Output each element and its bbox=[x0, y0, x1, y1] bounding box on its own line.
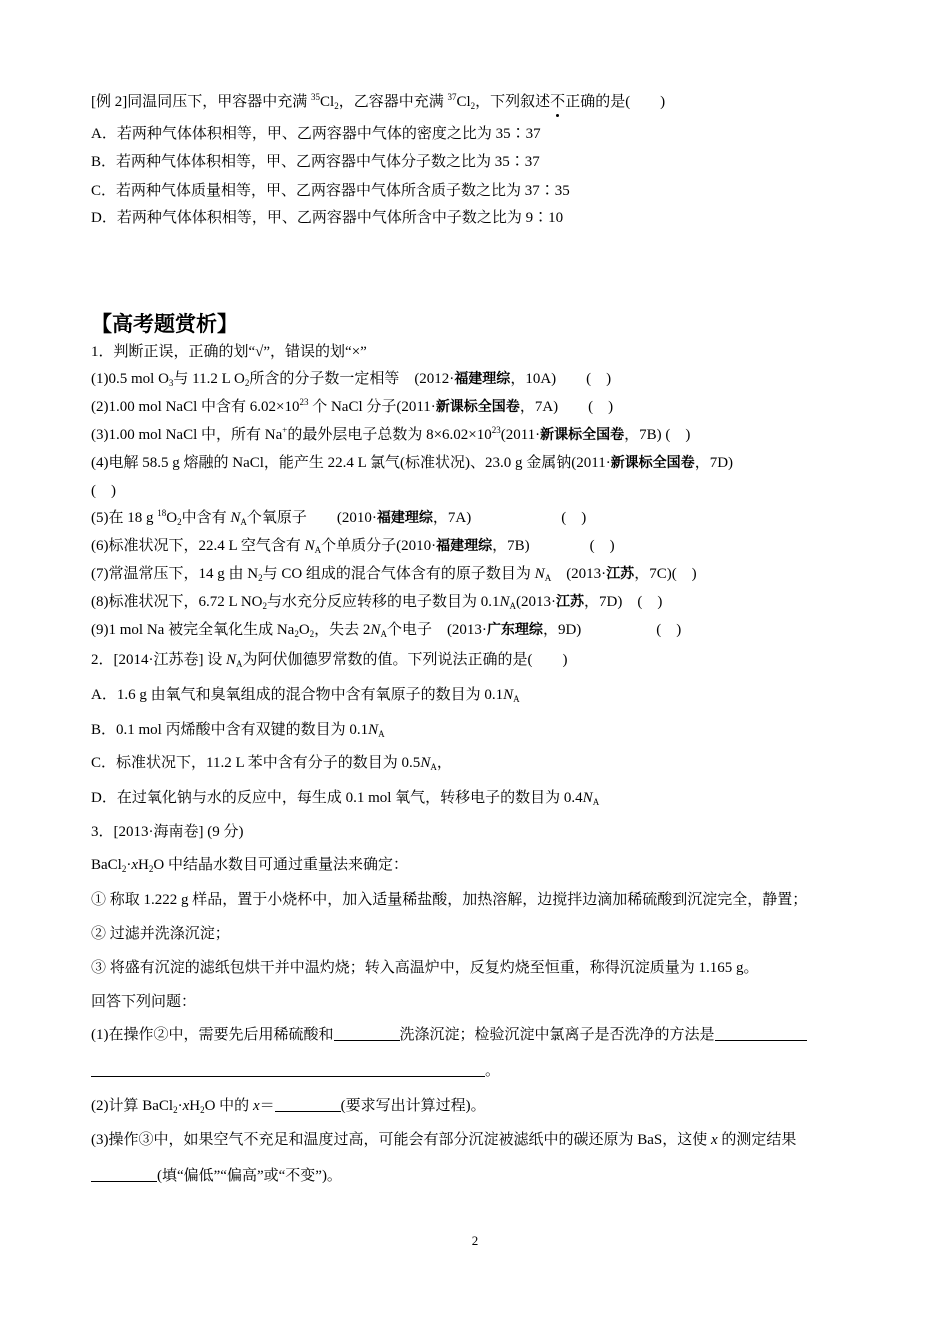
q3-ask: 回答下列问题： bbox=[91, 994, 197, 1010]
q1-item-9: (9)1 mol Na 被完全氧化生成 $Na_2O_2$，失去 $2N_A$个电子 (2013·广东理综，9D) ( ) bbox=[91, 622, 682, 639]
q3-intro: $BaCl_2\cdot xH_2O$ 中结晶水数目可通过重量法来确定： bbox=[91, 857, 408, 874]
answer-blank bbox=[334, 1026, 400, 1041]
q1-item-7: (7)常温常压下，14 g 由 $N_2$与 CO 组成的混合气体含有的原子数目为 $N_A$ (2013·江苏，7C)( ) bbox=[91, 566, 697, 583]
q3-head: 3．[2013·海南卷] (9 分) bbox=[91, 824, 244, 840]
q2-stem: 2．[2014·江苏卷] 设 $N_A$为阿伏伽德罗常数的值。下列说法正确的是( ) bbox=[91, 652, 568, 669]
q3-part-2: (2)计算 $BaCl_2\cdot xH_2O$ 中的 x＝ (要求写出计算过程)。 bbox=[91, 1098, 486, 1115]
answer-blank bbox=[715, 1026, 807, 1041]
q3-part-3-cont: (填“偏低”“偏高”或“不变”)。 bbox=[91, 1166, 342, 1186]
example-tag: [例 2] bbox=[91, 94, 128, 110]
q3-step-1: ① 称取 1.222 g 样品，置于小烧杯中，加入适量稀盐酸，加热溶解，边搅拌边滴加稀硫酸到沉淀完全，静置； bbox=[91, 892, 808, 908]
q3-step-3: ③ 将盛有沉淀的滤纸包烘干并中温灼烧；转入高温炉中，反复灼烧至恒重，称得沉淀质量为 1.165 g。 bbox=[91, 960, 759, 976]
q1-item-4: (4)电解 58.5 g 熔融的 NaCl，能产生 22.4 L 氯气(标准状况)、23.0 g 金属钠(2011·新课标全国卷，7D) bbox=[91, 455, 734, 471]
q1-item-8: (8)标准状况下，6.72 L $NO_2$与水充分反应转移的电子数目为 $0.1N_A(2013\cdot$江苏，7D) ( ) bbox=[91, 594, 663, 611]
q1-item-4-bracket: ( ) bbox=[91, 483, 116, 499]
q3-part-3: (3)操作③中，如果空气不充足和温度过高，可能会有部分沉淀被滤纸中的碳还原为 BaS，这使 x 的测定结果 bbox=[91, 1132, 797, 1148]
q2-option-c: C．标准状况下，11.2 L 苯中含有分子的数目为 $0.5N_A$， bbox=[91, 755, 452, 772]
q1-item-3: (3)1.00 mol NaCl 中，所有 Na+的最外层电子总数为 $8\times 6.02\times 10^{23}(2011\cdot$新课标全国卷，7B) ( ) bbox=[91, 425, 691, 443]
q1-item-6: (6)标准状况下，22.4 L 空气含有 $N_A$个单质分子(2010·福建理综，7B) ( ) bbox=[91, 538, 615, 555]
q3-part-1-cont: 。 bbox=[91, 1061, 500, 1081]
q1-item-2: (2)1.00 mol NaCl 中含有 $6.02\times 10^{23}$ 个 NaCl 分子(2011·新课标全国卷，7A) ( ) bbox=[91, 397, 614, 415]
section-title: 【高考题赏析】 bbox=[91, 312, 238, 336]
example2-option-a: A．若两种气体体积相等，甲、乙两容器中气体的密度之比为 35∶37 bbox=[91, 126, 541, 142]
example2-option-d: D．若两种气体体积相等，甲、乙两容器中气体所含中子数之比为 9∶10 bbox=[91, 210, 564, 226]
answer-blank bbox=[91, 1167, 157, 1182]
q1-intro: 1．判断正误，正确的划“√”，错误的划“×” bbox=[91, 344, 367, 360]
answer-blank bbox=[275, 1097, 341, 1112]
page-number: 2 bbox=[471, 1233, 479, 1248]
example2-stem: [例 2]同温同压下，甲容器中充满 $^{35}Cl_2$，乙容器中充满 $^{37}Cl_2$，下列叙述不正确的是( ) bbox=[91, 92, 666, 111]
q1-item-5: (5)在 18 g $^{18}O_2$中含有 $N_A$个氧原子 (2010·福建理综，7A) ( ) bbox=[91, 508, 587, 527]
example2-option-c: C．若两种气体质量相等，甲、乙两容器中气体所含质子数之比为 37∶35 bbox=[91, 183, 570, 199]
q3-part-1: (1)在操作②中，需要先后用稀硫酸和 洗涤沉淀；检验沉淀中氯离子是否洗净的方法是 bbox=[91, 1025, 807, 1045]
emphasis-dot: 不 bbox=[550, 94, 566, 110]
q2-option-b: B．0.1 mol 丙烯酸中含有双键的数目为 $0.1N_A$ bbox=[91, 722, 385, 739]
q2-option-a: A．1.6 g 由氧气和臭氧组成的混合物中含有氧原子的数目为 $0.1N_A$ bbox=[91, 687, 520, 704]
q1-item-1: (1)0.5 mol $O_3$与 11.2 L $O_2$所含的分子数一定相等 (2012·福建理综，10A) ( ) bbox=[91, 371, 612, 388]
q2-option-d: D．在过氧化钠与水的反应中，每生成 0.1 mol 氧气，转移电子的数目为 $0.4N_A$ bbox=[91, 790, 600, 807]
example2-option-b: B．若两种气体体积相等，甲、乙两容器中气体分子数之比为 35∶37 bbox=[91, 154, 540, 170]
answer-blank bbox=[91, 1062, 485, 1077]
q3-step-2: ② 过滤并洗涤沉淀； bbox=[91, 926, 230, 942]
